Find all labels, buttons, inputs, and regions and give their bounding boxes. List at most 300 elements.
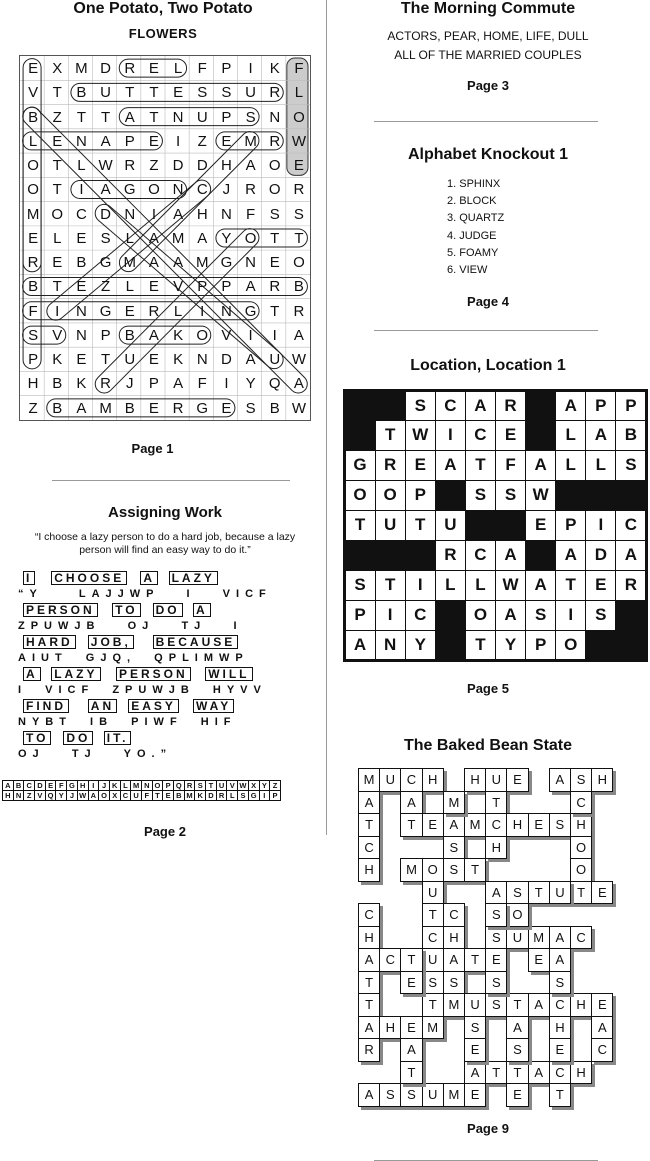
- fill-in-cell: T: [464, 858, 486, 882]
- cryptogram-answer-box: PERSON: [23, 603, 98, 617]
- word-search-letter: I: [151, 205, 156, 223]
- word-search-letter: J: [125, 375, 134, 393]
- word-search-letter: E: [221, 399, 232, 417]
- word-search-letter: N: [196, 351, 208, 369]
- word-search-letter: A: [197, 229, 208, 247]
- word-search-letter: D: [220, 351, 232, 369]
- fill-in-cell: C: [379, 948, 401, 972]
- crossword-cell: I: [406, 571, 435, 600]
- fill-in-cell: S: [485, 993, 507, 1017]
- word-search-letter: E: [293, 157, 304, 175]
- baked-bean-title: The Baked Bean State: [403, 737, 573, 754]
- crossword-cell: I: [436, 421, 465, 450]
- fill-in-cell: A: [528, 993, 550, 1017]
- cipher-key-pair: F Y: [55, 780, 67, 801]
- cipher-key-pair: E Q: [45, 780, 57, 801]
- crossword-cell: S: [496, 481, 525, 510]
- fill-in-cell: E: [506, 768, 528, 792]
- crossword-cell: A: [436, 451, 465, 480]
- cipher-key-pair: H W: [77, 780, 89, 801]
- word-search-letter: N: [220, 302, 232, 320]
- word-search-letter: O: [148, 181, 160, 199]
- fill-in-cell: C: [591, 1038, 613, 1062]
- word-search-letter: A: [245, 278, 256, 296]
- cipher-key-pair: Z P: [269, 780, 281, 801]
- fill-in-cell: T: [485, 791, 507, 815]
- fill-in-cell: O: [570, 836, 592, 860]
- cryptogram-answer-box: A: [193, 603, 211, 617]
- fill-in-cell: M: [358, 768, 380, 792]
- word-search-letter: N: [220, 205, 232, 223]
- word-search-letter: T: [149, 84, 159, 102]
- knockout-list: [447, 176, 504, 279]
- crossword-cell: E: [526, 511, 555, 540]
- word-search-letter: E: [52, 254, 63, 272]
- divider: [374, 330, 598, 331]
- fill-in-cell: A: [591, 1016, 613, 1040]
- crossword-cell: P: [346, 601, 375, 630]
- word-search-letter: G: [244, 302, 257, 320]
- crossword-cell: E: [496, 421, 525, 450]
- fill-in-cell: U: [506, 926, 528, 950]
- crossword-cell: A: [586, 421, 615, 450]
- page-label: Page 1: [131, 441, 174, 456]
- word-search-letter: Y: [221, 229, 232, 247]
- crossword-cell: S: [406, 392, 435, 421]
- crossword-cell: C: [616, 511, 645, 540]
- crossword-cell: T: [346, 511, 375, 540]
- word-search-letter: E: [124, 302, 135, 320]
- word-search-letter: N: [172, 181, 184, 199]
- fill-in-cell: E: [485, 948, 507, 972]
- word-search-letter: V: [28, 84, 39, 102]
- location-title: Location, Location 1: [410, 357, 566, 374]
- crossword-cell: R: [496, 392, 525, 421]
- fill-in-cell: E: [528, 813, 550, 837]
- cryptogram-cipher-line: ZPUWJB OJ TJ I: [18, 620, 243, 632]
- cipher-key-pair: T D: [205, 780, 217, 801]
- fill-in-cell: E: [464, 1038, 486, 1062]
- word-search-letter: I: [248, 326, 253, 344]
- word-search-letter: R: [124, 157, 136, 175]
- fill-in-cell: A: [506, 1016, 528, 1040]
- word-search-letter: M: [171, 229, 185, 247]
- crossword-cell: A: [526, 451, 555, 480]
- word-search-subtitle: FLOWERS: [128, 26, 198, 41]
- fill-in-cell: H: [422, 768, 444, 792]
- word-search-letter: N: [124, 205, 136, 223]
- fill-in-cell: A: [443, 813, 465, 837]
- fill-in-cell: S: [506, 1038, 528, 1062]
- word-search-letter: A: [245, 351, 256, 369]
- word-search-letter: T: [52, 278, 62, 296]
- fill-in-cell: A: [400, 791, 422, 815]
- word-search-letter: P: [124, 132, 135, 150]
- word-search-letter: I: [248, 60, 253, 77]
- fill-in-cell: H: [570, 813, 592, 837]
- fill-in-cell: T: [400, 948, 422, 972]
- word-search-letter: B: [269, 399, 280, 417]
- crossword-cell: A: [556, 541, 585, 570]
- word-search-letter: G: [220, 254, 233, 272]
- word-search-letter: P: [221, 60, 232, 77]
- word-search-letter: M: [244, 132, 257, 150]
- cipher-key-pair: P E: [162, 780, 174, 801]
- fill-in-cell: C: [358, 836, 380, 860]
- fill-in-cell: S: [570, 768, 592, 792]
- word-search-letter: B: [52, 399, 63, 417]
- fill-in-cell: T: [358, 993, 380, 1017]
- crossword-cell: T: [376, 571, 405, 600]
- word-search-letter: O: [27, 157, 39, 175]
- word-search-letter: N: [245, 254, 256, 272]
- word-search-letter: M: [99, 399, 112, 417]
- crossword-cell: A: [556, 392, 585, 421]
- word-search-letter: A: [293, 375, 304, 393]
- cryptogram-answer-box: A: [23, 667, 41, 681]
- word-search-letter: F: [294, 60, 304, 77]
- cipher-key-pair: C Z: [23, 780, 35, 801]
- crossword-cell: P: [556, 511, 585, 540]
- word-search-letter: K: [173, 351, 184, 369]
- word-search-letter: Z: [197, 132, 207, 150]
- word-search-letter: B: [124, 326, 135, 344]
- cryptogram-answer-box: WAY: [193, 699, 234, 713]
- word-search-letter: R: [293, 302, 305, 320]
- fill-in-cell: T: [358, 971, 380, 995]
- word-search-letter: O: [293, 108, 305, 126]
- fill-in-cell: E: [506, 1083, 528, 1107]
- word-search-letter: S: [221, 84, 232, 102]
- fill-in-cell: U: [422, 881, 444, 905]
- word-search-letter: M: [75, 60, 88, 77]
- crossword-cell: I: [556, 601, 585, 630]
- fill-in-cell: H: [443, 926, 465, 950]
- crossword-cell: O: [346, 481, 375, 510]
- word-search-letter: O: [27, 181, 39, 199]
- crossword-cell: R: [376, 451, 405, 480]
- fill-in-cell: S: [549, 971, 571, 995]
- word-search-letter: B: [52, 375, 63, 393]
- commute-line: ACTORS, PEAR, HOME, LIFE, DULL: [387, 29, 589, 43]
- crossword-cell: T: [376, 421, 405, 450]
- word-search-letter: P: [100, 326, 111, 344]
- word-search-letter: O: [196, 326, 209, 344]
- word-search-letter: L: [77, 157, 86, 175]
- cryptogram-answer-box: FIND: [23, 699, 69, 713]
- word-search-letter: N: [269, 108, 281, 126]
- word-search-letter: C: [196, 181, 208, 199]
- word-search-letter: A: [76, 399, 87, 417]
- fill-in-cell: S: [400, 1083, 422, 1107]
- fill-in-cell: E: [400, 971, 422, 995]
- fill-in-cell: U: [464, 993, 486, 1017]
- crossword-cell: L: [586, 451, 615, 480]
- crossword-cell: W: [406, 421, 435, 450]
- fill-in-cell: A: [549, 768, 571, 792]
- crossword-cell: R: [436, 541, 465, 570]
- word-search-letter: E: [76, 229, 87, 247]
- fill-in-cell: T: [485, 1061, 507, 1085]
- cryptogram-answer-box: WILL: [205, 667, 252, 681]
- word-search-letter: W: [98, 157, 113, 175]
- word-search-letter: T: [100, 108, 111, 126]
- cryptogram-answer-box: A: [140, 571, 158, 585]
- word-search-letter: A: [245, 157, 256, 175]
- fill-in-cell: U: [379, 768, 401, 792]
- fill-in-cell: S: [443, 858, 465, 882]
- knockout-item: 5. FOAMY: [447, 246, 499, 259]
- crossword-cell: O: [556, 631, 585, 660]
- word-search-letter: M: [26, 205, 40, 223]
- cipher-key-pair: B N: [13, 780, 25, 801]
- fill-in-cell: C: [358, 903, 380, 927]
- word-search-letter: R: [269, 132, 281, 150]
- fill-in-cell: T: [464, 948, 486, 972]
- fill-in-cell: S: [379, 1083, 401, 1107]
- crossword-cell: G: [346, 451, 375, 480]
- word-search-letter: H: [196, 205, 208, 223]
- word-search-letter: Y: [245, 375, 256, 393]
- cryptogram-title: Assigning Work: [108, 504, 222, 521]
- word-search-letter: S: [245, 108, 256, 126]
- word-search-letter: A: [148, 326, 159, 344]
- fill-in-cell: O: [506, 903, 528, 927]
- fill-in-cell: S: [549, 813, 571, 837]
- word-search-letter: P: [221, 108, 232, 126]
- word-search-letter: H: [27, 375, 39, 393]
- word-search-letter: V: [52, 326, 63, 344]
- word-search-letter: K: [76, 375, 87, 393]
- word-search-letter: A: [173, 375, 184, 393]
- word-search-letter: D: [172, 157, 184, 175]
- crossword-cell: L: [436, 571, 465, 600]
- fill-in-cell: T: [506, 993, 528, 1017]
- commute-title: The Morning Commute: [400, 0, 576, 17]
- fill-in-cell: M: [443, 1083, 465, 1107]
- cryptogram-answer-box: JOB,: [88, 635, 134, 649]
- fill-in-cell: S: [422, 971, 444, 995]
- fill-in-cell: M: [443, 791, 465, 815]
- word-search-grid: [19, 55, 311, 421]
- cryptogram-answer-box: IT.: [104, 731, 132, 745]
- cipher-key-pair: L C: [120, 780, 132, 801]
- word-search-letter: P: [221, 278, 232, 296]
- fill-in-cell: M: [464, 813, 486, 837]
- fill-in-cell: M: [400, 858, 422, 882]
- crossword-cell: O: [466, 601, 495, 630]
- word-search-letter: K: [52, 351, 63, 369]
- fill-in-cell: H: [591, 768, 613, 792]
- crossword-cell: S: [346, 571, 375, 600]
- word-search-letter: O: [268, 181, 281, 199]
- cipher-key-pair: X G: [248, 780, 260, 801]
- crossword-cell: W: [526, 481, 555, 510]
- word-search-letter: V: [221, 326, 232, 344]
- crossword-cell: A: [526, 571, 555, 600]
- word-search-title: One Potato, Two Potato: [73, 0, 253, 17]
- word-search-letter: A: [100, 132, 111, 150]
- fill-in-cell: T: [570, 881, 592, 905]
- crossword-cell: P: [616, 392, 645, 421]
- word-search-letter: R: [269, 84, 281, 102]
- fill-in-cell: E: [591, 993, 613, 1017]
- word-search-letter: Z: [28, 399, 38, 417]
- crossword-cell: U: [376, 511, 405, 540]
- cryptogram-quote: “I choose a lazy person to do a hard job, because a lazy person will find an easy way to do it.”: [34, 531, 296, 556]
- knockout-item: 3. QUARTZ: [447, 212, 505, 225]
- word-search-letter: K: [269, 60, 280, 77]
- fill-in-cell: T: [400, 813, 422, 837]
- word-search-letter: A: [293, 326, 304, 344]
- crossword-cell: C: [466, 421, 495, 450]
- fill-in-cell: M: [422, 1016, 444, 1040]
- word-search-letter: X: [52, 60, 63, 77]
- word-search-letter: L: [173, 302, 183, 320]
- cryptogram-answer-box: TO: [23, 731, 51, 745]
- crossword-cell: W: [496, 571, 525, 600]
- crossword-cell: R: [616, 571, 645, 600]
- crossword-cell: S: [616, 451, 645, 480]
- word-search-letter: H: [220, 157, 232, 175]
- word-search-letter: K: [173, 326, 184, 344]
- word-search-letter: C: [75, 205, 87, 223]
- column-divider: [326, 0, 327, 835]
- word-search-letter: O: [268, 157, 281, 175]
- word-search-letter: A: [100, 181, 111, 199]
- crossword-cell: I: [586, 511, 615, 540]
- fill-in-cell: C: [549, 993, 571, 1017]
- fill-in-cell: S: [485, 926, 507, 950]
- word-search-letter: B: [28, 278, 39, 296]
- fill-in-cell: H: [464, 768, 486, 792]
- fill-in-cell: O: [422, 858, 444, 882]
- location-crossword-grid: [343, 389, 648, 662]
- word-search-letter: S: [197, 84, 208, 102]
- crossword-cell: C: [406, 601, 435, 630]
- word-search-letter: U: [100, 84, 111, 102]
- crossword-cell: U: [436, 511, 465, 540]
- crossword-cell: A: [496, 601, 525, 630]
- word-search-letter: N: [75, 302, 87, 320]
- crossword-cell: I: [376, 601, 405, 630]
- fill-in-cell: C: [570, 791, 592, 815]
- word-search-letter: S: [245, 399, 256, 417]
- word-search-letter: E: [148, 60, 159, 77]
- fill-in-cell: H: [549, 1016, 571, 1040]
- cryptogram-cipher-line: AIUT GJQ, QPLIMWP: [18, 652, 249, 664]
- word-search-letter: E: [148, 278, 159, 296]
- crossword-cell: L: [556, 421, 585, 450]
- page-label: Page 5: [467, 681, 509, 696]
- crossword-cell: L: [556, 451, 585, 480]
- word-search-letter: E: [28, 229, 39, 247]
- fill-in-cell: H: [358, 926, 380, 950]
- fill-in-cell: U: [422, 948, 444, 972]
- fill-in-cell: A: [358, 1016, 380, 1040]
- word-search-letter: S: [269, 205, 280, 223]
- fill-in-cell: A: [528, 1061, 550, 1085]
- word-search-letter: N: [75, 326, 87, 344]
- cryptogram-cipher-line: “Y LAJJWP I VICF: [18, 588, 272, 600]
- cryptogram-answer-box: DO: [153, 603, 183, 617]
- page-label: Page 9: [467, 1121, 509, 1136]
- cipher-key-pair: V L: [226, 780, 238, 801]
- word-search-letter: U: [269, 351, 281, 369]
- word-search-letter: R: [293, 181, 305, 199]
- cipher-key-pair: W S: [237, 780, 249, 801]
- word-search-letter: L: [125, 278, 134, 296]
- word-search-letter: T: [52, 181, 62, 199]
- cipher-key-pair: I A: [88, 780, 100, 801]
- crossword-cell: C: [466, 541, 495, 570]
- crossword-cell: S: [586, 601, 615, 630]
- word-search-letter: T: [52, 157, 62, 175]
- fill-in-cell: S: [485, 903, 507, 927]
- word-search-letter: L: [173, 60, 183, 77]
- fill-in-cell: S: [443, 836, 465, 860]
- crossword-cell: P: [526, 631, 555, 660]
- fill-in-cell: H: [379, 1016, 401, 1040]
- cipher-key-pair: N F: [141, 780, 153, 801]
- fill-in-cell: E: [464, 1083, 486, 1107]
- crossword-cell: Y: [496, 631, 525, 660]
- fill-in-cell: M: [528, 926, 550, 950]
- fill-in-cell: C: [443, 903, 465, 927]
- page-label: Page 4: [467, 294, 509, 309]
- cryptogram-cipher-line: NYBT IB PIWF HIF: [18, 716, 237, 728]
- word-search-letter: W: [291, 132, 306, 150]
- fill-in-cell: A: [549, 926, 571, 950]
- crossword-cell: C: [436, 392, 465, 421]
- word-search-letter: S: [28, 326, 39, 344]
- word-search-letter: T: [270, 229, 280, 247]
- fill-in-cell: E: [591, 881, 613, 905]
- word-search-letter: R: [27, 254, 39, 272]
- fill-in-cell: S: [443, 971, 465, 995]
- word-search-letter: I: [272, 326, 277, 344]
- word-search-letter: E: [76, 278, 87, 296]
- crossword-cell: O: [376, 481, 405, 510]
- cipher-key-pair: Q B: [173, 780, 185, 801]
- crossword-cell: A: [496, 541, 525, 570]
- word-search-letter: J: [222, 181, 231, 199]
- fill-in-cell: A: [358, 1083, 380, 1107]
- crossword-cell: Y: [406, 631, 435, 660]
- commute-line: ALL OF THE MARRIED COUPLES: [394, 48, 582, 62]
- fill-in-cell: A: [549, 948, 571, 972]
- word-search-letter: E: [148, 399, 159, 417]
- word-search-letter: F: [28, 302, 38, 320]
- word-search-letter: T: [100, 351, 111, 369]
- word-search-letter: R: [245, 181, 256, 199]
- word-search-letter: F: [245, 205, 256, 223]
- fill-in-cell: T: [528, 881, 550, 905]
- word-search-letter: F: [197, 375, 207, 393]
- word-search-letter: R: [100, 375, 111, 393]
- word-search-letter: A: [173, 254, 184, 272]
- word-search-letter: F: [197, 60, 207, 77]
- cryptogram-answer-box: PERSON: [116, 667, 191, 681]
- fill-in-cell: E: [400, 1016, 422, 1040]
- word-search-letter: E: [148, 132, 159, 150]
- fill-in-cell: H: [506, 813, 528, 837]
- word-search-letter: Z: [100, 278, 111, 296]
- cipher-key-pair: U R: [216, 780, 228, 801]
- fill-in-cell: A: [358, 791, 380, 815]
- word-search-letter: I: [224, 375, 229, 393]
- crossword-cell: T: [466, 631, 495, 660]
